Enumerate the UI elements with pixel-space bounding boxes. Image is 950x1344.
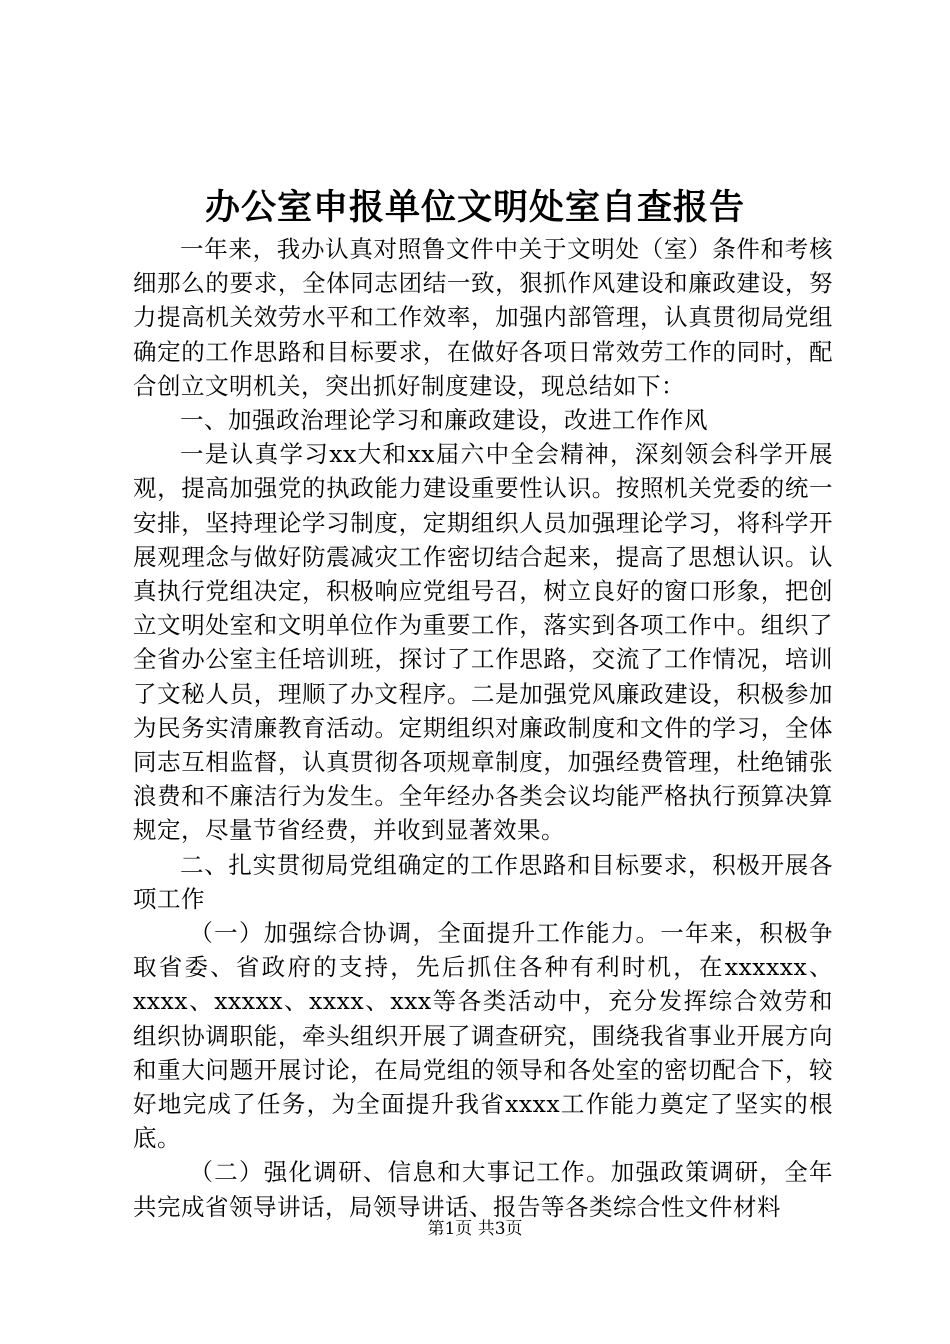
body-paragraph: （二）强化调研、信息和大事记工作。加强政策调研，全年共完成省领导讲话，局领导讲话、报告等各类综合性文件材料 — [133, 1158, 833, 1221]
page-footer: 第1页 共3页 — [427, 1219, 523, 1239]
body-paragraph: （一）加强综合协调，全面提升工作能力。一年来，积极争取省委、省政府的支持，先后抓住各种有利时机，在xxxxxx、xxxx、xxxxx、xxxx、xxx等各类活动中，充分发挥综合效劳和组织协调职能，牵头组织开展了调查研究，围绕我省事业开展方向和重大问题开展讨论，在局党组的领导和各处室的密切配合下，较好地完成了任务，为全面提升我省xxxx工作能力奠定了坚实的根底。 — [133, 919, 833, 1153]
document-body — [133, 232, 833, 1224]
body-paragraph: 一是认真学习xx大和xx届六中全会精神，深刻领会科学开展观，提高加强党的执政能力建设重要性认识。按照机关党委的统一安排，坚持理论学习制度，定期组织人员加强理论学习，将科学开展观理念与做好防震减灾工作密切结合起来，提高了思想认识。认真执行党组决定，积极响应党组号召，树立良好的窗口形象，把创立文明处室和文明单位作为重要工作，落实到各项工作中。组织了全省办公室主任培训班，探讨了工作思路，交流了工作情况，培训了文秘人员，理顺了办文程序。二是加强党风廉政建设，积极参加为民务实清廉教育活动。定期组织对廉政制度和文件的学习，全体同志互相监督，认真贯彻各项规章制度，加强经费管理，杜绝铺张浪费和不廉洁行为发生。全年经办各类会议均能严格执行预算决算规定，尽量节省经费，并收到显著效果。 — [133, 440, 833, 845]
intro-paragraph: 一年来，我办认真对照鲁文件中关于文明处（室）条件和考核细那么的要求，全体同志团结一致，狠抓作风建设和廉政建设，努力提高机关效劳水平和工作效率，加强内部管理，认真贯彻局党组确定的工作思路和目标要求，在做好各项日常效劳工作的同时，配合创立文明机关，突出抓好制度建设，现总结如下： — [133, 235, 833, 400]
section-heading-1: 一、加强政治理论学习和廉政建设，改进工作作风 — [180, 406, 708, 435]
section-heading-2: 二、扎实贯彻局党组确定的工作思路和目标要求，积极开展各项工作 — [133, 850, 833, 913]
document-title: 办公室申报单位文明处室自查报告 — [204, 187, 745, 228]
